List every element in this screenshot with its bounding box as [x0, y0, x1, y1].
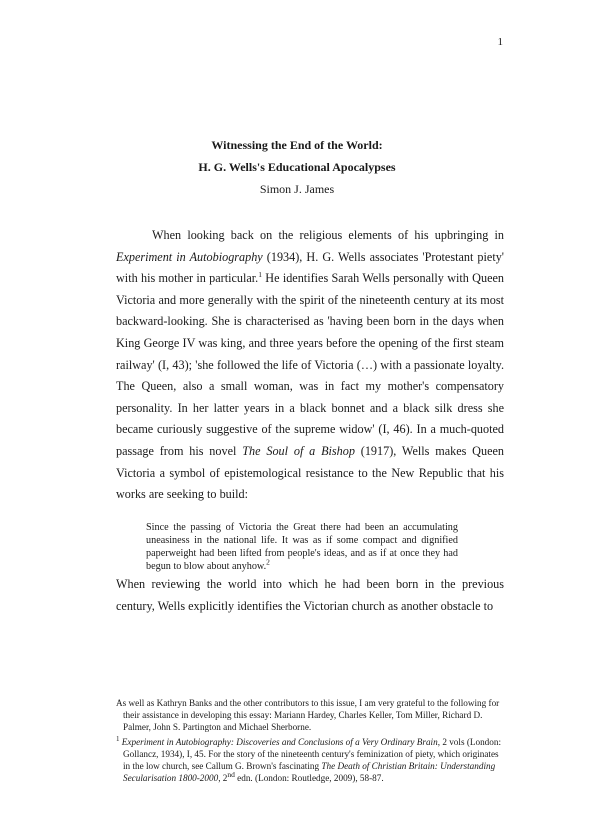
para1-text-a: When looking back on the religious elements of his upbringing in — [152, 228, 504, 242]
para1-book-title-1: Experiment in Autobiography — [116, 249, 263, 264]
body-paragraph-2: When reviewing the world into which he had been born in the previous century, Wells explicitly identifies the Victorian church as another obstacle to — [116, 577, 504, 613]
quote-text: Since the passing of Victoria the Great there had been an accumulating uneasiness in the national life. It was as if some compact and dignified paperweight had been lifted from people's ideas, and as if at once they had begun to blow about anyhow. — [146, 522, 458, 572]
footnote-1-book-title: Experiment in Autobiography: Discoveries and Conclusions of a Very Ordinary Brain — [121, 737, 438, 748]
footnote-ref-2[interactable]: 2 — [266, 557, 270, 567]
footnote-1 — [116, 737, 504, 784]
footnote-1-cited-title: The Death of Christian Britain: Understanding Secularisation 1800-2000 — [123, 760, 496, 783]
footnote-ref-1[interactable]: 1 — [258, 270, 262, 280]
footnotes — [116, 698, 504, 789]
page-number: 1 — [497, 36, 503, 48]
para1-text-b: (1934), H. G. Wells associates 'Protestant piety' with his mother in particular. — [116, 249, 504, 286]
para1-text-c: He identifies Sarah Wells personally with Queen Victoria and more generally with the spirit of the nineteenth century at its most backward-looking. She is characterised as 'having been born in the days when King George IV was king, and three years before the opening of the first steam railway' (I, 43); 'she followed the life of Victoria (…) with a passionate loyalty. The Queen, also a small woman, was in fact my mother's compensatory personality. In her latter years in a black bonnet and a black silk dress she became curiously suggestive of the supreme widow' (I, 46). In a much-quoted passage from his novel — [116, 271, 504, 458]
footnote-1-text-b: , 2 — [218, 772, 228, 783]
footnote-1-text-a: , 2 vols (London: Gollancz, 1934), I, 45. For the story of the nineteenth century's feminization of piety, which originates in the low church, see Callum G. Brown's fascinating — [123, 737, 502, 771]
footnote-1-mark: 1 — [116, 735, 120, 744]
title-line-2: H. G. Wells's Educational Apocalypses — [198, 160, 396, 174]
footnote-acknowledgement: As well as Kathryn Banks and the other contributors to this issue, I am very grateful to the following for their assistance in developing this essay: Mariann Hardey, Charles Keller, Tom Miller, Richard D. Palmer, John S. Partington and Michael Sherborne. — [116, 698, 500, 732]
body-paragraph-1 — [116, 225, 504, 506]
block-quote — [146, 521, 458, 573]
author-name: Simon J. James — [259, 182, 335, 196]
para1-text-d: (1917), Wells makes Queen Victoria a symbol of epistemological resistance to the New Republic that his works are seeking to build: — [116, 443, 504, 502]
title-line-1: Witnessing the End of the World: — [211, 138, 383, 152]
footnote-1-edition-sup: nd — [227, 769, 235, 779]
para1-book-title-2: The Soul of a Bishop — [242, 443, 355, 458]
footnote-1-text-c: edn. (London: Routledge, 2009), 58-87. — [234, 772, 384, 783]
